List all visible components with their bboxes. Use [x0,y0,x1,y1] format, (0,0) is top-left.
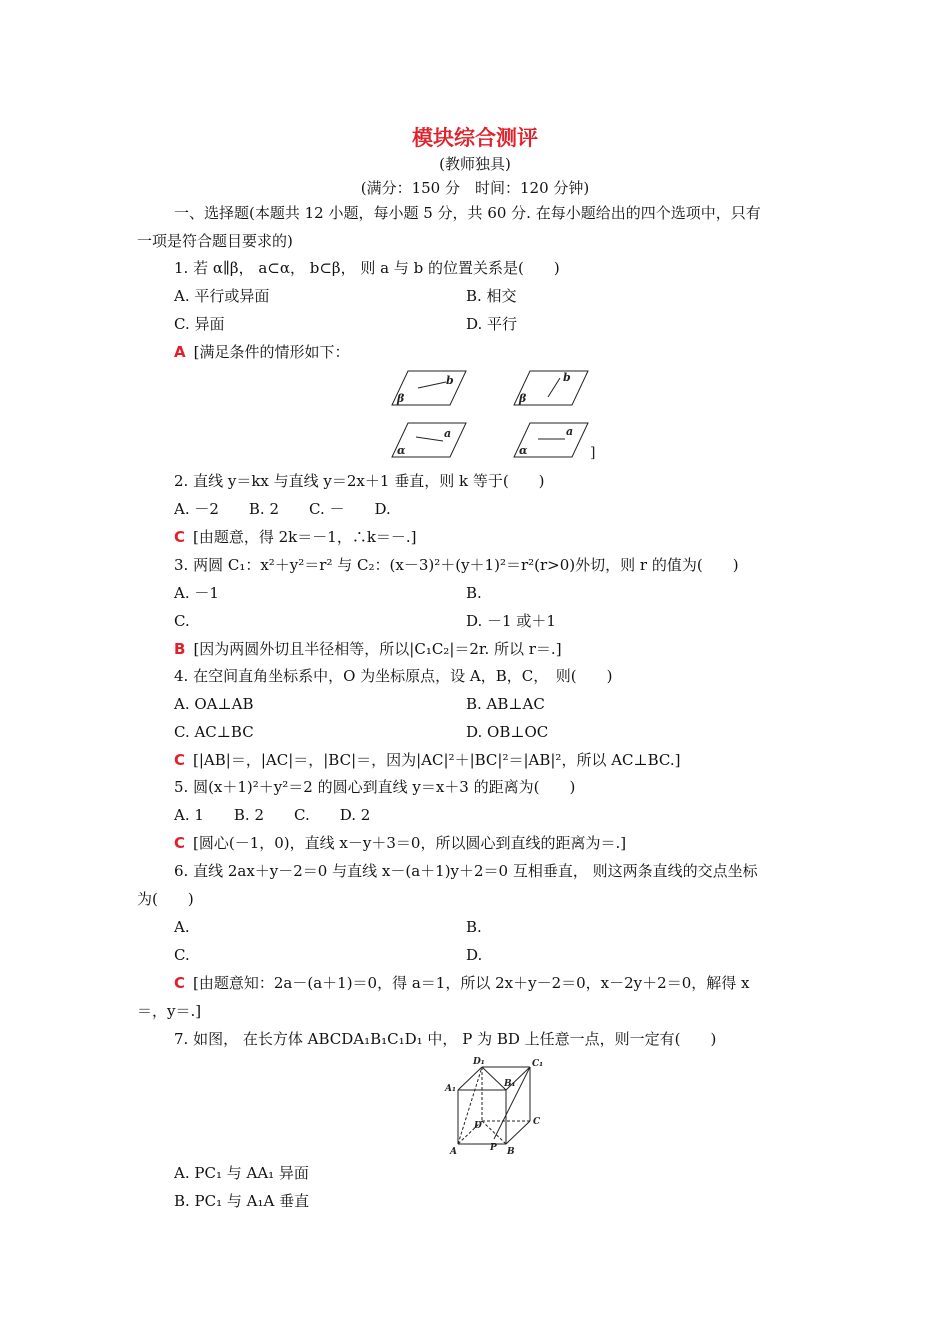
q1-option-d: D. 平行 [466,315,518,333]
question-3: 3. 两圆 C₁：x²＋y²＝r² 与 C₂：(x－3)²＋(y＋1)²＝r²(r>0)外切，则 r 的值为( ) [174,556,739,574]
answer-letter: C [174,528,186,546]
q1-option-b: B. 相交 [466,287,517,305]
q7-option-b: B. PC₁ 与 A₁A 垂直 [174,1192,310,1210]
question-2: 2. 直线 y＝kx 与直线 y＝2x＋1 垂直，则 k 等于( ) [174,472,545,490]
answer-letter: C [174,834,186,852]
q4-answer [174,750,681,770]
label-a: A [450,1147,457,1157]
label-a: a [566,425,574,438]
q4-option-d: D. OB⊥OC [466,723,549,741]
q4-option-b: B. AB⊥AC [466,695,545,713]
q7-option-a: A. PC₁ 与 AA₁ 异面 [174,1164,309,1182]
q2-answer [174,527,417,547]
label-c: C [533,1117,541,1127]
q6-answer-cont: ＝，y＝.] [137,1002,202,1020]
q2-options: A. －2 B. 2 C. － D. [174,500,391,518]
explanation: [满足条件的情形如下： [193,343,350,361]
planes-figure [380,365,620,465]
q6-option-c: C. [174,946,190,964]
q4-option-c: C. AC⊥BC [174,723,254,741]
q6-answer [174,973,749,993]
explanation: [由题意知：2a－(a＋1)＝0，得 a＝1，所以 2x＋y－2＝0，x－2y＋2＝0，解得 x [193,974,750,992]
q6-option-d: D. [466,946,483,964]
q1-option-c: C. 异面 [174,315,225,333]
closing-bracket: ] [590,445,596,461]
q1-option-a: A. 平行或异面 [174,287,270,305]
question-5: 5. 圆(x＋1)²＋y²＝2 的圆心到直线 y＝x＋3 的距离为( ) [174,778,576,796]
label-b: b [446,374,454,387]
label-alpha: α [397,444,406,457]
page-title: 模块综合测评 [412,126,538,150]
q3-option-b: B. [466,584,482,602]
label-b1: B₁ [504,1079,516,1089]
question-7: 7. 如图， 在长方体 ABCDA₁B₁C₁D₁ 中， P 为 BD 上任意一点，则一定有( ) [174,1030,717,1048]
q3-answer [174,639,562,659]
label-c1: C₁ [532,1059,544,1069]
answer-letter: C [174,974,186,992]
explanation: [圆心(－1，0)，直线 x－y＋3＝0，所以圆心到直线的距离为＝.] [193,834,627,852]
q4-option-a: A. OA⊥AB [174,695,254,713]
answer-letter: B [174,640,186,658]
explanation: [由题意，得 2k＝－1，∴k＝－.] [193,528,417,546]
question-6: 6. 直线 2ax＋y－2＝0 与直线 x－(a＋1)y＋2＝0 互相垂直， 则这两条直线的交点坐标 [174,862,758,880]
label-d: D [474,1121,482,1131]
q6-option-a: A. [174,918,190,936]
cuboid-figure [440,1054,550,1158]
explanation: [因为两圆外切且半径相等，所以|C₁C₂|＝2r. 所以 r＝.] [193,640,562,658]
q3-option-d: D. －1 或＋1 [466,612,556,630]
label-a: a [444,427,452,440]
q6-option-b: B. [466,918,482,936]
question-6-cont: 为( ) [137,890,194,908]
section-header-cont: 一项是符合题目要求的) [137,232,293,250]
label-d1: D₁ [473,1057,485,1067]
label-beta: β [397,392,405,405]
explanation: [|AB|＝，|AC|＝，|BC|＝，因为|AC|²＋|BC|²＝|AB|²，所以 AC⊥BC.] [193,751,681,769]
q3-option-a: A. －1 [174,584,219,602]
label-a1: A₁ [445,1084,456,1094]
section-header: 一、选择题(本题共 12 小题，每小题 5 分，共 60 分. 在每小题给出的四个选项中，只有 [174,204,761,222]
score-time: (满分：150 分 时间：120 分钟) [360,179,590,197]
q5-answer [174,833,626,853]
q5-options: A. 1 B. 2 C. D. 2 [174,806,371,824]
label-p: P [490,1143,497,1153]
label-b: B [507,1147,515,1157]
q3-option-c: C. [174,612,190,630]
subtitle: (教师独具) [439,155,511,173]
question-4: 4. 在空间直角坐标系中，O 为坐标原点，设 A，B，C， 则( ) [174,667,613,685]
q1-answer [174,342,349,362]
question-1: 1. 若 α∥β， a⊂α， b⊂β， 则 a 与 b 的位置关系是( ) [174,259,560,277]
label-alpha: α [519,444,528,457]
answer-letter: C [174,751,186,769]
label-beta: β [519,392,527,405]
label-b: b [563,371,571,384]
answer-letter: A [174,343,186,361]
